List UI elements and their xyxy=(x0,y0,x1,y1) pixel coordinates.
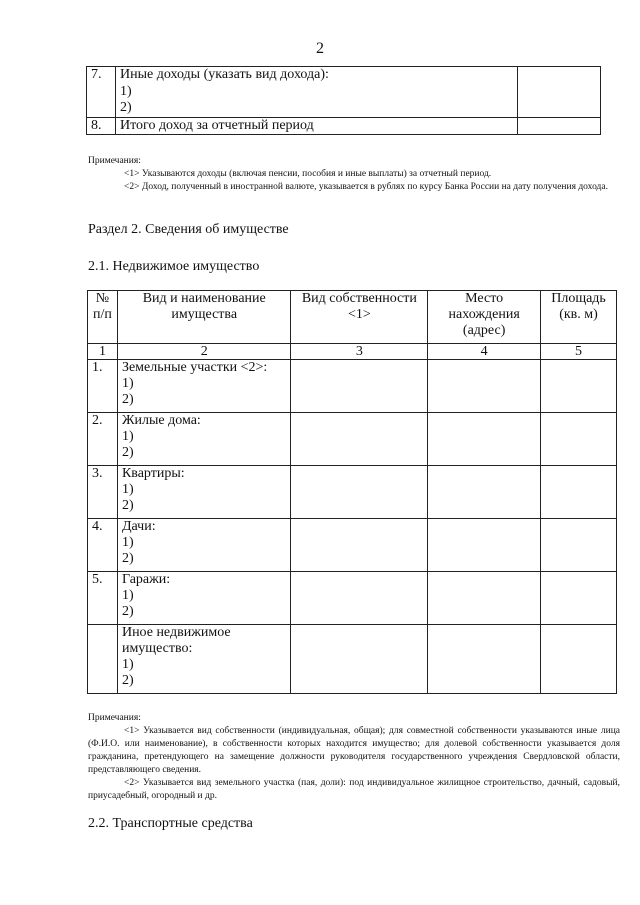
empty-cell xyxy=(428,413,541,466)
row-item: 1) xyxy=(121,535,134,550)
table-row xyxy=(88,413,617,466)
row-item: 2) xyxy=(121,498,134,513)
row-item: 2) xyxy=(121,551,134,566)
empty-cell xyxy=(291,572,428,625)
column-number: 5 xyxy=(541,344,617,360)
empty-cell xyxy=(428,360,541,413)
column-number: 2 xyxy=(117,344,291,360)
empty-cell xyxy=(541,413,617,466)
empty-cell xyxy=(541,625,617,694)
empty-cell xyxy=(541,360,617,413)
row-title: Жилые дома: xyxy=(121,413,201,428)
subsection-title: 2.2. Транспортные средства xyxy=(88,816,253,831)
row-item: 1) xyxy=(121,588,134,603)
row-item: 1) xyxy=(120,83,132,99)
column-number: 1 xyxy=(88,344,118,360)
row-title-cell xyxy=(117,466,291,519)
table-header-row xyxy=(88,291,617,344)
empty-cell xyxy=(291,413,428,466)
column-header: Место нахождения (адрес) xyxy=(428,291,541,344)
row-number: 3. xyxy=(88,466,118,519)
row-number: 7. xyxy=(87,67,116,118)
empty-cell xyxy=(428,466,541,519)
column-header: Площадь (кв. м) xyxy=(541,291,617,344)
empty-cell xyxy=(291,360,428,413)
row-title: Квартиры: xyxy=(121,466,185,481)
row-number: 4. xyxy=(88,519,118,572)
row-number xyxy=(88,625,118,694)
row-title-cell xyxy=(117,360,291,413)
row-item: 1) xyxy=(121,376,134,391)
empty-cell xyxy=(541,519,617,572)
column-header: Вид и наименование имущества xyxy=(117,291,291,344)
notes-heading: Примечания: xyxy=(88,713,141,723)
table-row xyxy=(88,360,617,413)
note-item: <1> Указываются доходы (включая пенсии, пособия и иные выплаты) за отчетный период. xyxy=(124,169,492,179)
note-item: <2> Доход, полученный в иностранной валюте, указывается в рублях по курсу Банка России на дату получения дохода. xyxy=(124,182,608,192)
row-item: 2) xyxy=(121,604,134,619)
row-item: 2) xyxy=(121,445,134,460)
row-title-cell xyxy=(116,67,518,118)
amount-cell xyxy=(518,117,601,135)
row-title: Гаражи: xyxy=(121,572,171,587)
table-row xyxy=(88,519,617,572)
row-title: Дачи: xyxy=(121,519,156,534)
empty-cell xyxy=(541,466,617,519)
row-title-cell xyxy=(117,519,291,572)
empty-cell xyxy=(428,572,541,625)
row-number: 2. xyxy=(88,413,118,466)
notes-income xyxy=(88,155,620,194)
row-title: Иное недвижимое имущество: xyxy=(121,625,231,656)
row-title: Земельные участки <2>: xyxy=(121,360,268,375)
row-title-cell xyxy=(117,572,291,625)
empty-cell xyxy=(541,572,617,625)
column-number: 4 xyxy=(428,344,541,360)
empty-cell xyxy=(291,625,428,694)
note-item: <2> Указывается вид земельного участка (пая, доли): под индивидуальное жилищное строительство, дачный, садовый, приусадебный, огородный и др. xyxy=(88,778,620,801)
row-item: 2) xyxy=(121,673,134,688)
page-number: 2 xyxy=(316,40,324,57)
income-table xyxy=(86,66,601,135)
note-item: <1> Указывается вид собственности (индивидуальная, общая); для совместной собственности указываются иные лица (Ф.И.О. или наименование), в собственности которых находится имущество; для долевой собственности указывается доля гражданина, претендующего на замещение должности руководителя государственного учреждения Свердловской области, представляющего сведения. xyxy=(88,726,620,775)
empty-cell xyxy=(428,625,541,694)
empty-cell xyxy=(291,519,428,572)
row-number: 8. xyxy=(87,117,116,135)
row-number: 5. xyxy=(88,572,118,625)
table-row xyxy=(87,117,601,135)
row-title-cell xyxy=(117,413,291,466)
table-row xyxy=(88,466,617,519)
row-item: 1) xyxy=(121,657,134,672)
empty-cell xyxy=(428,519,541,572)
amount-cell xyxy=(518,67,601,118)
column-number: 3 xyxy=(291,344,428,360)
subsection-title: 2.1. Недвижимое имущество xyxy=(88,259,260,274)
section-title: Раздел 2. Сведения об имуществе xyxy=(88,222,289,237)
notes-heading: Примечания: xyxy=(88,156,141,166)
row-number: 1. xyxy=(88,360,118,413)
column-header: № п/п xyxy=(88,291,118,344)
row-title-cell xyxy=(117,625,291,694)
table-row xyxy=(88,572,617,625)
column-number-row xyxy=(88,344,617,360)
empty-cell xyxy=(291,466,428,519)
property-table xyxy=(87,290,617,694)
row-item: 2) xyxy=(120,100,132,115)
row-title: Итого доход за отчетный период xyxy=(116,117,518,135)
row-item: 1) xyxy=(121,482,134,497)
column-header: Вид собственности <1> xyxy=(291,291,428,344)
notes-property xyxy=(88,712,620,803)
row-title: Иные доходы (указать вид дохода): xyxy=(120,67,329,82)
row-item: 2) xyxy=(121,392,134,407)
row-item: 1) xyxy=(121,429,134,444)
table-row xyxy=(87,67,601,118)
table-row xyxy=(88,625,617,694)
